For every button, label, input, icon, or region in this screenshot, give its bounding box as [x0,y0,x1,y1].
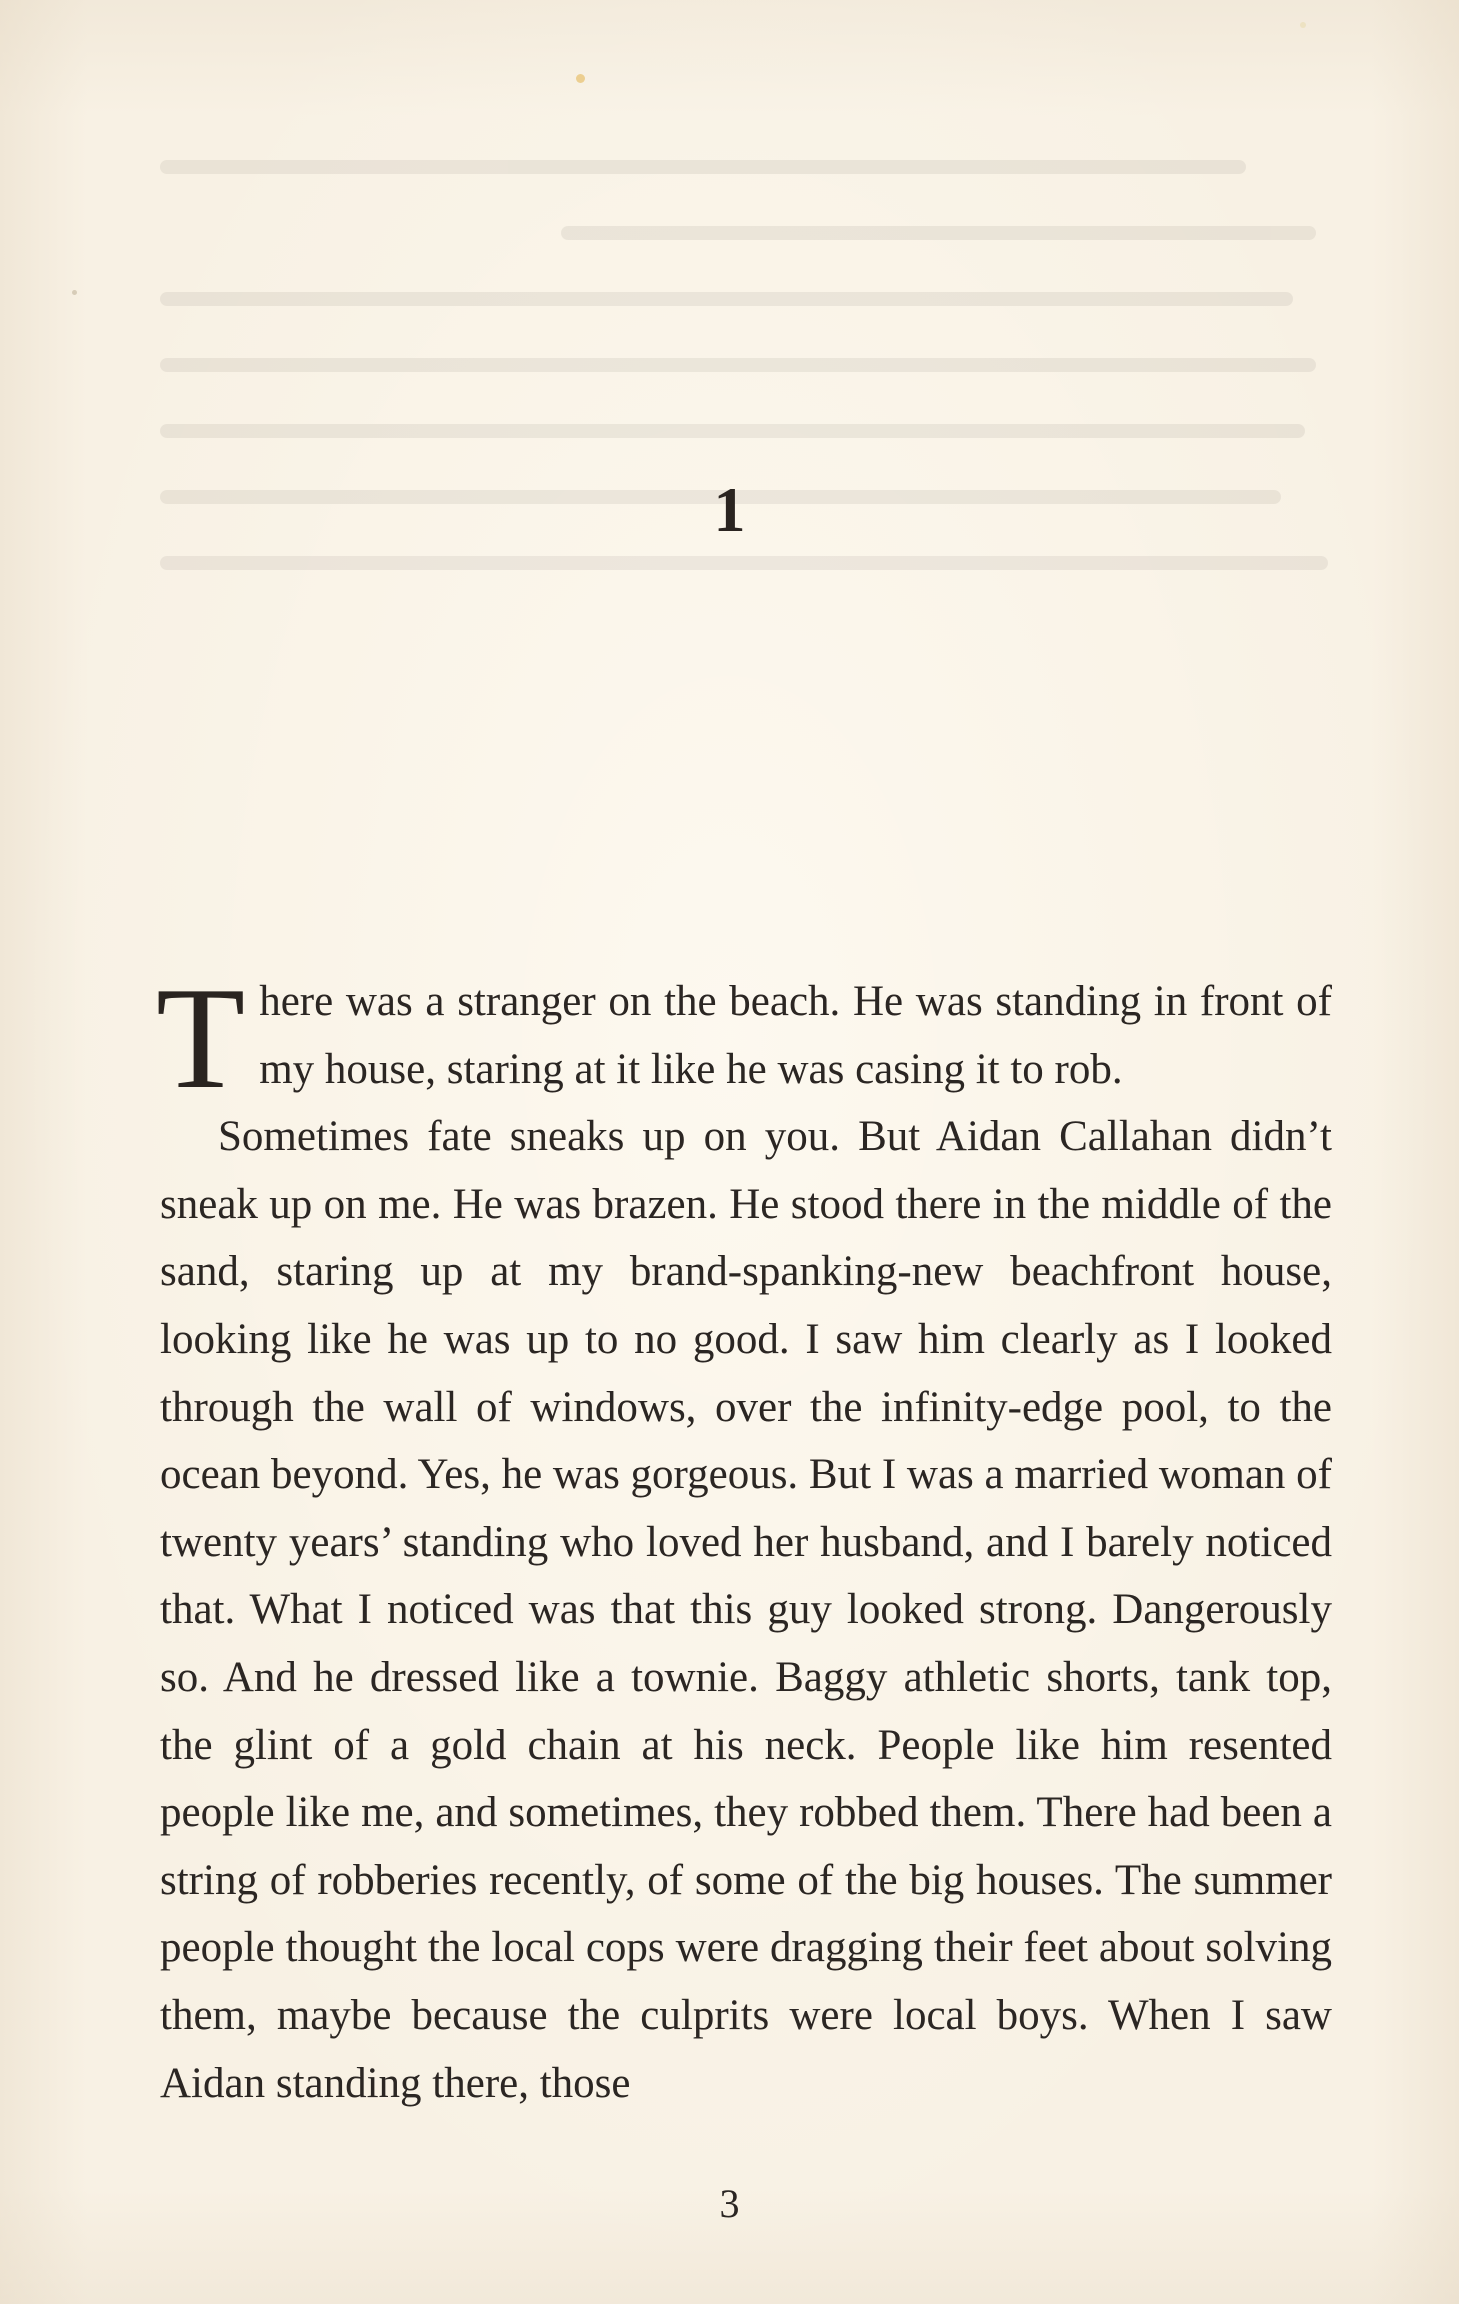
chapter-number: 1 [713,474,746,545]
show-through-text [160,160,1340,640]
paper-speck [576,74,585,83]
paper-speck [1300,22,1306,28]
opening-paragraph-text: here was a stranger on the beach. He was standing in front of my house, staring at it like he was casing it to rob. [259,978,1332,1093]
paragraph: Sometimes fate sneaks up on you. But Aidan Callahan didn’t sneak up on me. He was brazen. He stood there in the middle of the sand, staring up at my brand-spanking-new beachfront house, looking like he was up to no good. I saw him clearly as I looked through the wall of windows, over the infinity-edge pool, to the ocean beyond. Yes, he was gorgeous. But I was a married woman of twenty years’ standing who loved her husband, and I barely noticed that. What I noticed was that this guy looked strong. Dangerously so. And he dressed like a townie. Baggy athletic shorts, tank top, the glint of a gold chain at his neck. People like him resented people like me, and sometimes, they robbed them. There had been a string of robberies recently, of some of the big houses. The summer people thought the local cops were dragging their feet about solving them, maybe because the culprits were local boys. When I saw Aidan standing there, those [160,1113,1332,2107]
page-number: 3 [719,2181,740,2226]
body-text [156,957,1332,2117]
opening-paragraph [156,957,1332,1119]
drop-cap: T [156,957,246,1119]
paper-speck [72,290,77,295]
